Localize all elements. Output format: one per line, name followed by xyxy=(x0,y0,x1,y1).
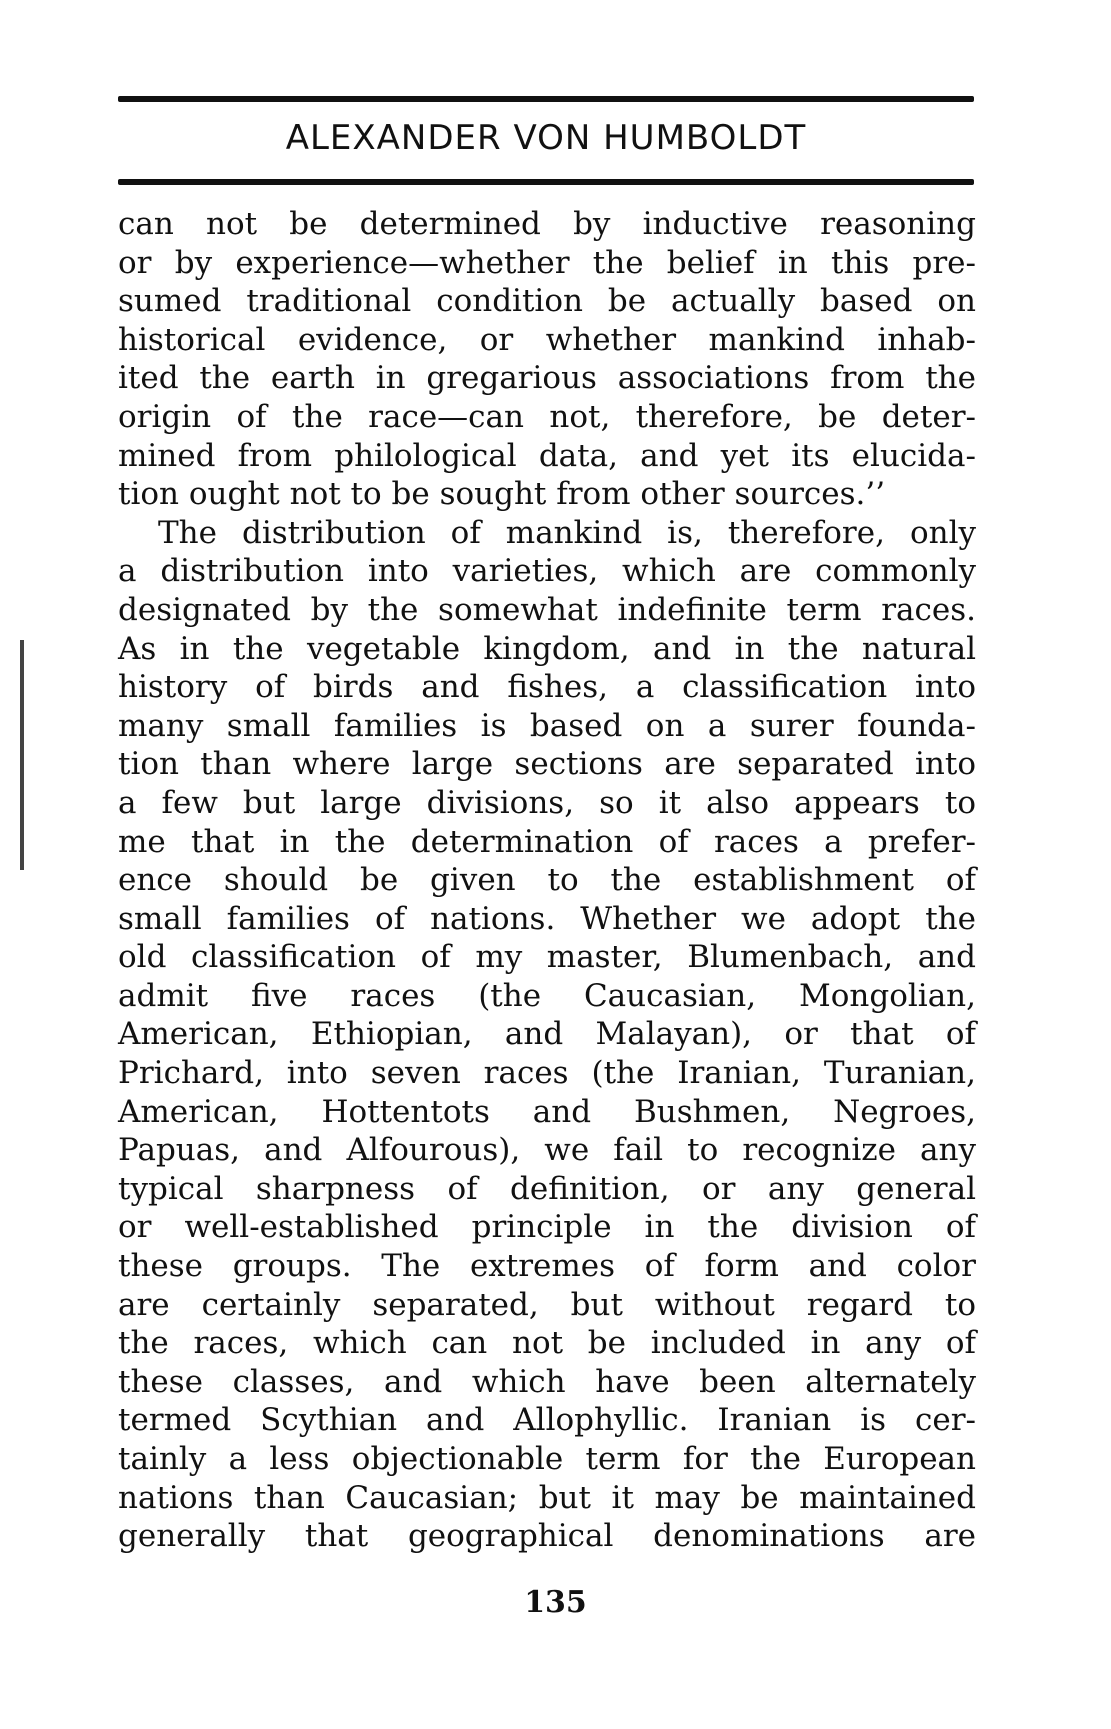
text-line: old classification of my master, Blumenbach, and xyxy=(118,939,976,976)
text-line: tion ought not to be sought from other sources.’’ xyxy=(118,476,886,513)
text-line: many small families is based on a surer founda- xyxy=(118,707,976,744)
text-line: these groups. The extremes of form and color xyxy=(118,1248,976,1285)
text-line: generally that geographical denominations are xyxy=(118,1518,976,1555)
text-line: ited the earth in gregarious associations from the xyxy=(118,360,976,397)
text-line: the races, which can not be included in any of xyxy=(118,1325,976,1362)
text-line: historical evidence, or whether mankind inhab- xyxy=(118,321,976,358)
text-line: typical sharpness of definition, or any general xyxy=(118,1170,976,1207)
text-line: can not be determined by inductive reasoning xyxy=(118,206,976,242)
text-line: these classes, and which have been alternately xyxy=(118,1363,976,1400)
text-line: ence should be given to the establishment of xyxy=(118,862,976,899)
text-line: tion than where large sections are separated into xyxy=(118,746,976,783)
text-line: small families of nations. Whether we adopt the xyxy=(118,900,976,937)
text-line: American, Ethiopian, and Malayan), or that of xyxy=(118,1016,976,1053)
text-line: nations than Caucasian; but it may be maintained xyxy=(118,1479,976,1516)
text-line: Prichard, into seven races (the Iranian, Turanian, xyxy=(118,1055,976,1092)
running-head: ALEXANDER VON HUMBOLDT xyxy=(285,118,807,158)
paragraph-1 xyxy=(118,205,976,514)
text-line: are certainly separated, but without regard to xyxy=(118,1286,976,1323)
page-number: 135 xyxy=(524,1585,587,1620)
text-line: termed Scythian and Allophyllic. Iranian is cer- xyxy=(118,1402,976,1439)
header-rule-bottom xyxy=(118,179,974,185)
text-line: a few but large divisions, so it also appears to xyxy=(118,784,976,821)
text-line: sumed traditional condition be actually based on xyxy=(118,283,976,320)
text-line: tainly a less objectionable term for the European xyxy=(118,1441,976,1477)
text-line: or by experience—whether the belief in this pre- xyxy=(118,244,976,281)
text-line: mined from philological data, and yet its elucida- xyxy=(118,437,976,474)
text-line: admit five races (the Caucasian, Mongolian, xyxy=(118,977,976,1014)
text-line: The distribution of mankind is, therefore, only xyxy=(158,514,976,551)
paragraph-2 xyxy=(118,514,976,1556)
text-line: American, Hottentots and Bushmen, Negroes, xyxy=(118,1093,976,1130)
text-line: or well-established principle in the division of xyxy=(118,1209,976,1246)
text-line: origin of the race—can not, therefore, be deter- xyxy=(118,398,976,435)
text-line: Papuas, and Alfourous), we fail to recognize any xyxy=(118,1132,976,1169)
text-line: a distribution into varieties, which are commonly xyxy=(118,553,976,590)
text-line: As in the vegetable kingdom, and in the natural xyxy=(118,630,976,667)
text-line: me that in the determination of races a prefer- xyxy=(118,823,976,860)
text-body xyxy=(118,205,976,1556)
header-rule-top xyxy=(118,96,974,102)
binding-shadow xyxy=(20,640,24,870)
text-line: history of birds and fishes, a classification into xyxy=(118,669,976,706)
text-line: designated by the somewhat indefinite term races. xyxy=(118,591,976,628)
